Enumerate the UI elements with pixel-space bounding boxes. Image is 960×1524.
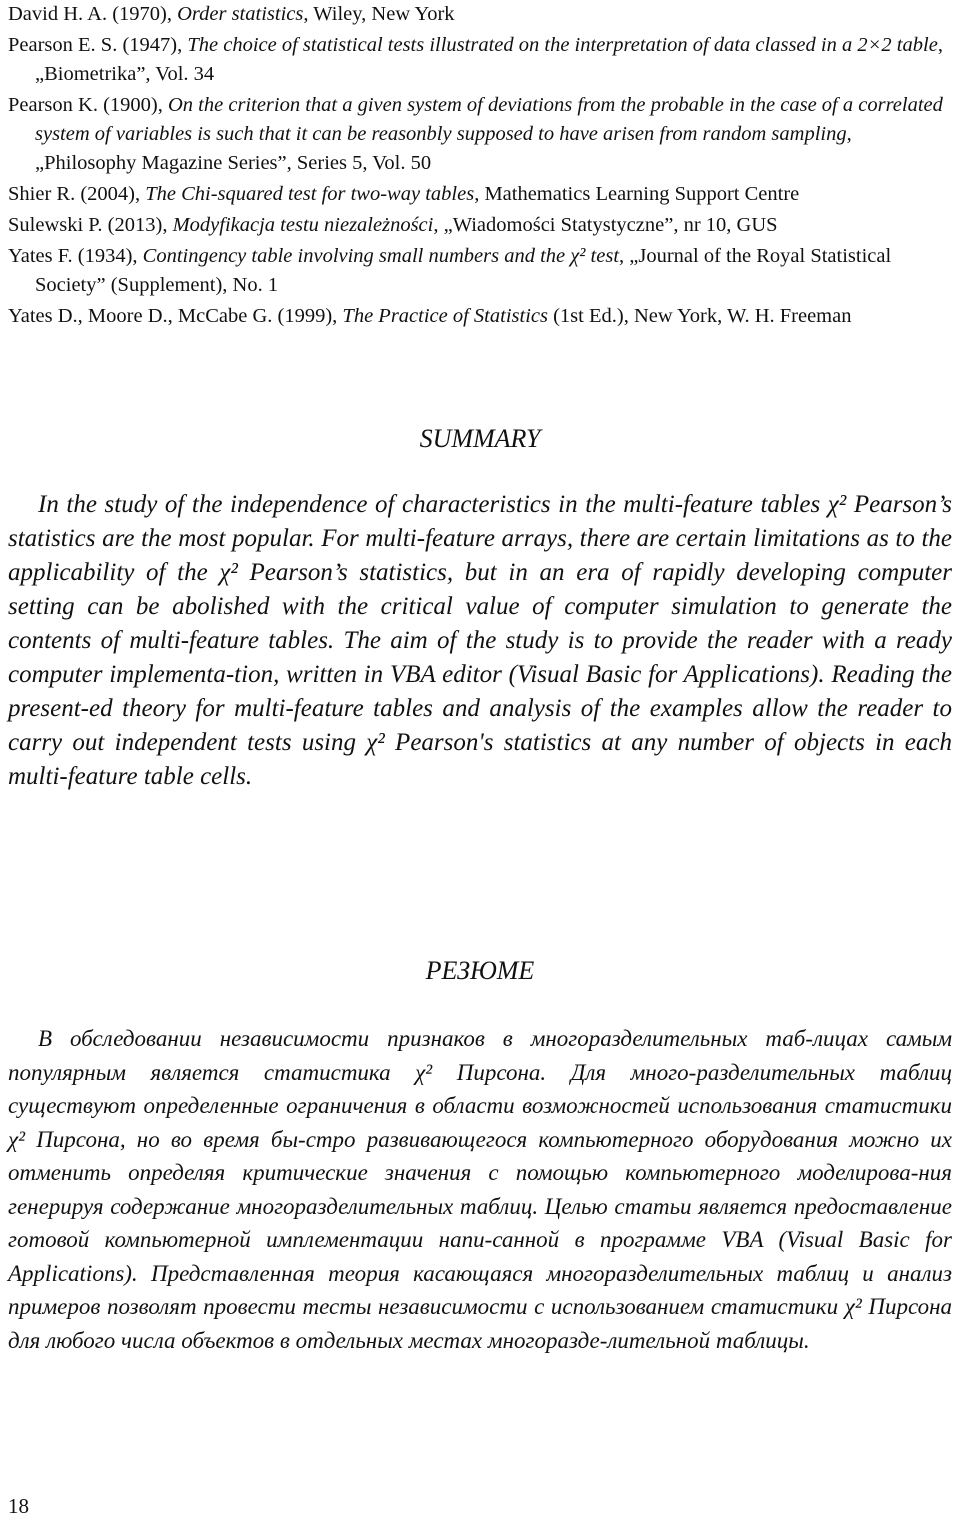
resume-heading: РЕЗЮМЕ (425, 956, 535, 985)
summary-paragraph: In the study of the independence of characteristics in the multi-feature tables χ² Pearson’s statistics are the most popular. For multi-feature arrays, there are certain limitations as to the applicability of the χ² Pearson’s statistics, but in an era of rapidly developing computer setting can be abolished with the critical value of computer simulation to generate the contents of multi-feature tables. The aim of the study is to provide the reader with a ready computer implementa-tion, written in VBA editor (Visual Basic for Applications). Reading the present-ed theory for multi-feature tables and analysis of the examples allow the reader to carry out independent tests using χ² Pearson's statistics at any number of objects in each multi-feature table cells. (8, 491, 952, 790)
reference-item: Yates F. (1934), Contingency table involving small numbers and the χ² test, „Journal of the Royal Statistical Society” (Supplement), No. 1 (8, 245, 892, 296)
page-number: 18 (8, 1494, 29, 1518)
reference-title: On the criterion that a given system of deviations from the probable in the case of a correlated system of variables is such that it can be reasonbly supposed to have arisen from random sampling (35, 94, 943, 145)
summary-heading: SUMMARY (419, 424, 541, 453)
reference-title: Order statistics (177, 3, 304, 25)
reference-title: Modyfikacja testu niezależności (172, 214, 434, 236)
reference-title: The choice of statistical tests illustrated on the interpretation of data classed in a 2×2 table (187, 34, 938, 56)
reference-item: David H. A. (1970), Order statistics, Wiley, New York (8, 3, 455, 25)
reference-item: Pearson K. (1900), On the criterion that a given system of deviations from the probable in the case of a correlated system of variables is such that it can be reasonbly supposed to have arisen from random sampling, „Philosophy Magazine Series”, Series 5, Vol. 50 (8, 94, 943, 174)
reference-item: Yates D., Moore D., McCabe G. (1999), The Practice of Statistics (1st Ed.), New York, W. H. Freeman (8, 305, 852, 327)
reference-title: Contingency table involving small numbers and the χ² test (142, 245, 620, 267)
reference-item: Pearson E. S. (1947), The choice of statistical tests illustrated on the interpretation of data classed in a 2×2 table, „Biometrika”, Vol. 34 (8, 34, 943, 85)
reference-item: Sulewski P. (2013), Modyfikacja testu niezależności, „Wiadomości Statystyczne”, nr 10, GUS (8, 214, 778, 236)
resume-paragraph: В обследовании независимости признаков в многоразделительных таб-лицах самым популярным является статистика χ² Пирсона. Для много-разделительных таблиц существуют определенные ограничения в области возможностей использования статистики χ² Пирсона, но во время бы-стро развивающегося компьютерного оборудования можно их отменить определяя критические значения с помощью компьютерного моделирова-ния генерируя содержание многоразделительных таблиц. Целью статьи является предоставление готовой компьютерной имплементации напи-санной в программе VBA (Visual Basic for Applications). Представленная теория касающаяся многоразделительных таблиц и анализ примеров позволят провести тесты независимости с использованием статистики χ² Пирсона для любого числа объектов в отдельных местах многоразде-лительной таблицы. (8, 1026, 952, 1353)
reference-title: The Practice of Statistics (342, 305, 548, 327)
reference-list (8, 0, 953, 333)
reference-title: The Chi-squared test for two-way tables (145, 183, 475, 205)
reference-item: Shier R. (2004), The Chi-squared test for two-way tables, Mathematics Learning Support Centre (8, 183, 800, 205)
